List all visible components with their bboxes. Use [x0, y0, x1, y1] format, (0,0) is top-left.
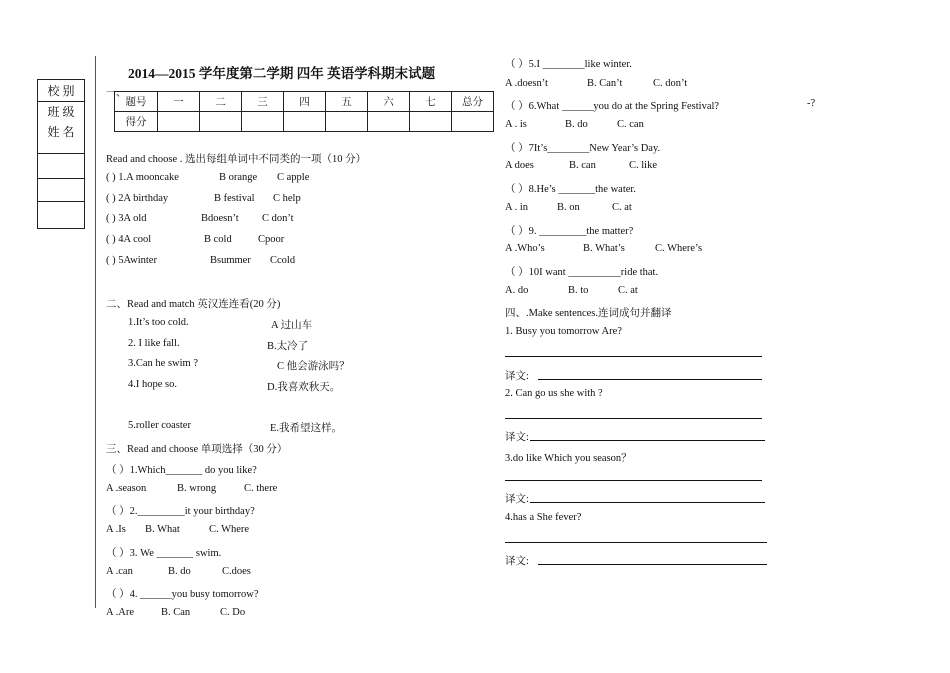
option-c: C. Where [209, 524, 250, 535]
score-cell[interactable] [242, 112, 284, 132]
table-header-cell: 四 [284, 92, 326, 112]
option-b: B. What [145, 524, 180, 535]
table-header-cell: 五 [326, 92, 368, 112]
table-header-cell: 七 [410, 92, 452, 112]
question-text: （ ）6.What ______you do at the Spring Festival? [505, 101, 720, 112]
option-a: A .season [106, 483, 147, 494]
stray-mark: -? [807, 98, 816, 109]
question-text: （ ）8.He’s _______the water. [505, 184, 636, 195]
match-chinese: B.太冷了 [267, 341, 309, 352]
option-c: C. like [629, 160, 657, 171]
match-english: 5.roller coaster [128, 420, 191, 431]
question-option-a: ( ) 2A birthday [106, 193, 169, 204]
info-blank-row[interactable] [38, 154, 84, 179]
option-b: B. to [568, 285, 589, 296]
option-c: Ccold [270, 255, 296, 266]
section-heading: 四、.Make sentences.连词成句并翻译 [505, 308, 672, 319]
translation-line[interactable] [538, 379, 762, 380]
option-c: C. Where’s [655, 243, 703, 254]
option-b: B festival [214, 193, 255, 204]
match-chinese: E.我希望这样。 [270, 423, 343, 434]
translation-line[interactable] [530, 440, 765, 441]
option-b: B. Can [161, 607, 191, 618]
option-a: A .can [106, 566, 133, 577]
option-b: B. do [565, 119, 588, 130]
table-header-cell: 六 [368, 92, 410, 112]
class-label: 班 级 [47, 105, 75, 119]
question-text: （ ）2._________it your birthday? [106, 506, 255, 517]
scrambled-sentence: 4.has a She fever? [505, 512, 582, 523]
translation-line[interactable] [538, 564, 767, 565]
score-table [114, 91, 494, 132]
option-b: Bdoesn’t [201, 213, 239, 224]
table-header-cell: 一 [158, 92, 200, 112]
translation-line[interactable] [530, 502, 765, 503]
answer-line[interactable] [505, 542, 767, 543]
translation-label: 译文: [505, 494, 529, 505]
question-text: （ ）9. _________the matter? [505, 226, 634, 237]
question-text: （ ）10I want __________ride that. [505, 267, 659, 278]
table-header-cell: 三 [242, 92, 284, 112]
table-row-label: 得分 [115, 112, 158, 132]
info-blank-row[interactable] [38, 202, 84, 229]
match-english: 4.I hope so. [128, 379, 177, 390]
question-option-a: ( ) 5Awinter [106, 255, 157, 266]
question-text: （ ）1.Which_______ do you like? [106, 465, 257, 476]
match-chinese: D.我喜欢秋天。 [267, 382, 341, 393]
match-english: 1.It’s too cold. [128, 317, 189, 328]
option-b: B. Can’t [587, 78, 623, 89]
question-text: （ ）5.I ________like winter. [505, 59, 632, 70]
binding-line [95, 56, 96, 608]
question-text: （ ）4. ______you busy tomorrow? [106, 589, 259, 600]
option-a: A does [505, 160, 534, 171]
option-c: C. there [244, 483, 278, 494]
score-cell[interactable] [326, 112, 368, 132]
table-header-cell: 总分 [452, 92, 494, 112]
option-a: A .doesn’t [505, 78, 548, 89]
section-heading: Read and choose . 选出每组单词中不同类的一项（10 分） [106, 154, 367, 165]
option-a: A .Who’s [505, 243, 545, 254]
option-a: A . in [505, 202, 529, 213]
question-option-a: ( ) 4A cool [106, 234, 152, 245]
option-c: C help [273, 193, 301, 204]
option-b: B. wrong [177, 483, 217, 494]
option-c: C. at [618, 285, 638, 296]
option-c: C. can [617, 119, 644, 130]
section-heading: 二、Read and match 英汉连连看(20 分) [106, 299, 281, 310]
student-info-box [37, 79, 85, 229]
scrambled-sentence: 3.do like Which you season？ [505, 453, 632, 464]
table-header-cell: 二 [200, 92, 242, 112]
translation-label: 译文: [505, 371, 529, 382]
section-heading: 三、Read and choose 单项选择（30 分） [106, 444, 288, 455]
option-a: A. do [505, 285, 529, 296]
option-c: C apple [277, 172, 310, 183]
scrambled-sentence: 1. Busy you tomorrow Are? [505, 326, 622, 337]
option-b: B orange [219, 172, 258, 183]
name-label: 姓 名 [38, 122, 84, 154]
answer-line[interactable] [505, 418, 762, 419]
score-cell[interactable] [158, 112, 200, 132]
option-c: C. don’t [653, 78, 688, 89]
score-cell[interactable] [284, 112, 326, 132]
option-c: C. at [612, 202, 632, 213]
question-option-a: ( ) 1.A mooncake [106, 172, 179, 183]
match-english: 2. I like fall. [128, 338, 180, 349]
score-table-header-row [115, 92, 494, 112]
option-c: C. Do [220, 607, 246, 618]
score-cell[interactable] [452, 112, 494, 132]
table-header-cell: 题号 [115, 92, 158, 112]
option-b: B. What’s [583, 243, 625, 254]
option-c: Cpoor [258, 234, 285, 245]
score-table-score-row [115, 112, 494, 132]
option-c: C.does [222, 566, 251, 577]
answer-line[interactable] [505, 480, 762, 481]
score-cell[interactable] [368, 112, 410, 132]
info-blank-row[interactable] [38, 179, 84, 202]
translation-label: 译文: [505, 556, 529, 567]
question-text: （ ）7It’s________New Year’s Day. [505, 143, 661, 154]
option-b: Bsummer [210, 255, 251, 266]
match-chinese: A 过山车 [271, 320, 313, 331]
option-b: B cold [204, 234, 232, 245]
option-b: B. do [168, 566, 191, 577]
section-one-mark: 一、 [106, 88, 126, 99]
match-chinese: C 他会游泳吗？ [277, 361, 350, 372]
question-text: （ ）3. We _______ swim. [106, 548, 222, 559]
option-c: C don’t [262, 213, 294, 224]
school-label: 校 别 [38, 80, 84, 102]
option-b: B. on [557, 202, 580, 213]
score-cell[interactable] [410, 112, 452, 132]
page-title: 2014—2015 学年度第二学期 四年 英语学科期末试题 [128, 66, 436, 81]
option-b: B. can [569, 160, 596, 171]
option-a: A . is [505, 119, 527, 130]
translation-label: 译文: [505, 432, 529, 443]
score-cell[interactable] [200, 112, 242, 132]
scrambled-sentence: 2. Can go us she with ? [505, 388, 603, 399]
option-a: A .Are [106, 607, 134, 618]
match-english: 3.Can he swim ? [128, 358, 198, 369]
question-option-a: ( ) 3A old [106, 213, 147, 224]
option-a: A .Is [106, 524, 126, 535]
answer-line[interactable] [505, 356, 762, 357]
